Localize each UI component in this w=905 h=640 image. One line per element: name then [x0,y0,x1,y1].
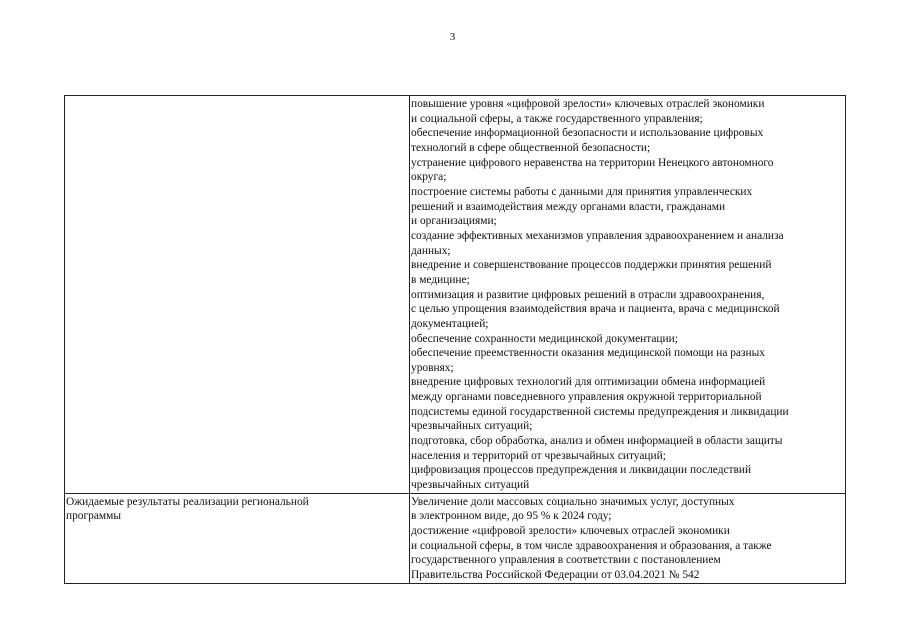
row-1-content-cell [410,96,846,494]
row-1-label-lines [66,96,409,97]
text-line: Увеличение доли массовых социально значимых услуг, доступных [411,495,735,508]
text-line: между органами повседневного управления окружной территориальной [411,391,762,404]
text-line: решений и взаимодействия между органами власти, гражданами [411,200,726,213]
text-line: в медицине; [411,273,470,286]
text-line: цифровизация процессов предупреждения и ликвидации последствий [411,464,752,477]
text-line: уровнях; [411,361,454,374]
text-line: оптимизация и развитие цифровых решений в отрасли здравоохранения, [411,288,765,301]
text-line: государственного управления в соответствии с постановлением [411,554,721,567]
table-row-expected-results [65,493,846,583]
text-line: населения и территорий от чрезвычайных ситуаций; [411,449,666,462]
table-body [65,96,846,584]
row-1-content-lines [411,96,845,493]
row-2-label-cell [65,493,410,583]
row-1-label-cell [65,96,410,494]
text-line: устранение цифрового неравенства на территории Ненецкого автономного [411,156,774,169]
text-line: достижение «цифровой зрелости» ключевых отраслей экономики [411,525,730,538]
text-line: обеспечение преемственности оказания медицинской помощи на разных [411,347,765,360]
text-line: подсистемы единой государственной системы предупреждения и ликвидации [411,405,789,418]
text-line: построение системы работы с данными для принятия управленческих [411,185,753,198]
text-line: и социальной сферы, в том числе здравоохранения и образования, а также [411,539,772,552]
text-line: внедрение и совершенствование процессов поддержки принятия решений [411,259,772,272]
text-line: повышение уровня «цифровой зрелости» ключевых отраслей экономики [411,98,765,110]
row-2-content-lines [411,494,845,583]
text-line: технологий в сфере общественной безопасности; [411,141,651,154]
row-2-content-cell [410,493,846,583]
text-line: Ожидаемые результаты реализации региональной [66,495,309,508]
text-line: чрезвычайных ситуаций; [411,420,533,433]
text-line: обеспечение информационной безопасности и использование цифровых [411,127,764,140]
text-line: и организациями; [411,215,497,228]
text-line: округа; [411,171,447,184]
text-line: и социальной сферы, а также государственного управления; [411,112,703,125]
text-line: обеспечение сохранности медицинской документации; [411,332,678,345]
text-line: данных; [411,244,451,257]
table-row-objectives [65,96,846,494]
program-passport-table [64,95,846,584]
text-line: подготовка, сбор обработка, анализ и обмен информацией в области защиты [411,435,783,448]
text-line: в электронном виде, до 95 % к 2024 году; [411,510,612,523]
text-line: программы [66,510,121,523]
text-line: чрезвычайных ситуаций [411,479,530,492]
row-2-label-lines [66,494,409,524]
text-line: создание эффективных механизмов управления здравоохранением и анализа [411,229,784,242]
text-line: внедрение цифровых технологий для оптимизации обмена информацией [411,376,766,389]
page-number: 3 [449,31,456,43]
text-line: с целью упрощения взаимодействия врача и пациента, врача с медицинской [411,303,780,316]
text-line: Правительства Российской Федерации от 03.04.2021 № 542 [411,569,700,581]
text-line: документацией; [411,317,489,330]
